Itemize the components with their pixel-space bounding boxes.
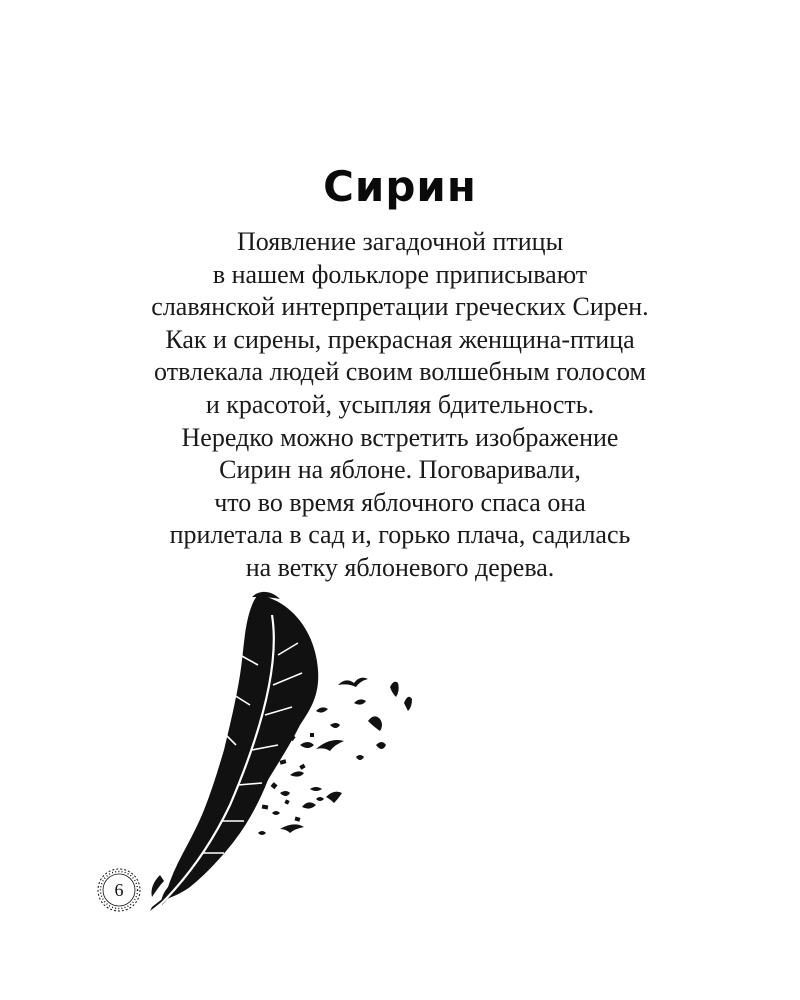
feather-illustration (140, 585, 440, 915)
body-line: Появление загадочной птицы (236, 227, 564, 256)
body-line: Как и сирены, прекрасная женщина-птица (165, 324, 635, 354)
page-title: Сирин (323, 162, 477, 211)
body-line: отвлекала людей своим волшебным голосом (154, 357, 646, 387)
body-text (100, 226, 700, 585)
feather-vane (164, 595, 318, 900)
body-line: и красотой, усыпляя бдительность. (205, 389, 595, 419)
body-line: на ветку яблоневого дерева. (245, 552, 555, 582)
body-line: что во время яблочного спаса она (214, 487, 586, 517)
body-line: Нередко можно встретить изображение (181, 422, 619, 452)
page-number-badge (95, 866, 143, 914)
page-number: 6 (114, 880, 124, 900)
body-line: Сирин на яблоне. Поговаривали, (219, 455, 581, 485)
body-line: прилетала в сад и, горько плача, садилась (169, 520, 631, 550)
body-line: в нашем фольклоре приписывают (212, 259, 588, 289)
body-line: славянской интерпретации греческих Сирен. (151, 292, 649, 322)
